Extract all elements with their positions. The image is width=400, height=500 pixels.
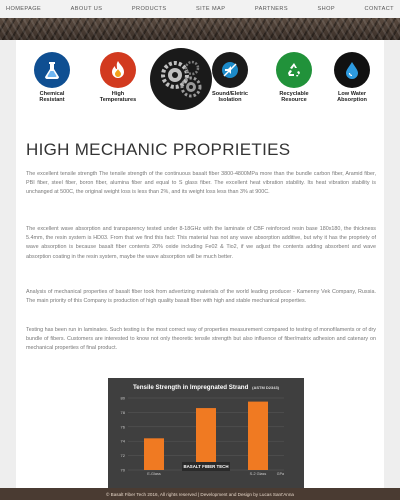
feature-chemical-resistant [24,52,80,104]
sound-eletric-isolation-icon [212,52,248,88]
site-footer [0,488,400,500]
nav-partners[interactable]: PARTNERS [254,6,289,12]
chart-y-tick-label: 78 [120,409,125,415]
nav-products[interactable]: PRODUCTS [131,6,167,12]
chemical-resistant-icon [34,52,70,88]
chart-bar [144,438,164,470]
feature-icons [24,52,376,152]
chart-y-tick-label: 80 [120,395,125,401]
chart-y-tick-label: 70 [120,467,125,473]
chart-x-tick-label: E-Glass [147,472,161,476]
feature-label: Sound/Eletric Isolation [211,91,249,104]
paragraph-testing: Testing has been run in laminates. Such testing is the most correct way of properties measurement compared to testing of monofilaments or of dry bundle of fibers. Customers are interested to know not only theoretic tensile strength but also influence of fiber/matrix adhesion and catenary on mechanical properties of final product. [26,327,376,352]
recyclable-resource-icon [276,52,312,88]
feature-recyclable-resource [266,52,322,104]
nav-contact[interactable]: CONTACT [364,6,394,12]
low-water-absorption-icon [334,52,370,88]
footer-text: © Basalt Fiber Tech 2016, All rights reserved | Development and Design by Lucas Sant'Anna [106,491,294,497]
page-side-left [0,40,16,488]
chart-bar [248,402,268,470]
paragraph-analysis: Analysis of mechanical properties of basalt fiber took from advertizing materials of the world leading producer - Kamenny Vek Company, Russia. The main priority of this Company is production of high quality basalt fiber with high and stable mechanical properties. [26,289,376,305]
main-content [16,40,384,488]
chart-x-tick-label: BASALT FIBER TECH [183,464,229,469]
top-navigation [0,0,400,18]
chart-y-tick-label: 76 [120,424,125,430]
feature-high-temperatures [90,52,146,104]
page-title: HIGH MECHANIC PROPRIETIES [26,140,291,159]
nav-homepage[interactable]: HOMEPAGE [6,6,42,12]
chart-title: Tensile Strength in Impregnated Strand (ASTM D2343) [132,384,280,391]
page-side-right [384,40,400,488]
feature-sound-eletric-isolation [202,52,258,104]
feature-label: Recyclable Resource [279,91,309,104]
feature-label: Chemical Resistant [39,91,65,104]
nav-site-map[interactable]: SITE MAP [196,6,226,12]
fiber-texture-banner [0,18,400,40]
feature-label: Low Water Absorption [337,91,367,104]
chart-y-tick-label: 72 [120,453,125,459]
chart-unit-label: GPa [276,472,284,476]
feature-low-water-absorption [324,52,380,104]
nav-shop[interactable]: SHOP [317,6,335,12]
chart-bar [196,408,216,470]
paragraph-tensile-strength: The excellent tensile strength The tensile strength of the continuous basalt fiber 3800-4800MPa more than the bundle carbon fiber, Aramid fiber, PBI fiber, steel fiber, boron fiber, alumina fiber and equal to S glass fiber. The excellent heat vibration stability. Its heat vibration stability is unchanged at 500C, the original weight loss is less than 2%, and its weight loss less than 3% at 900C. [26,171,376,196]
chart-svg [108,378,304,488]
tensile-strength-chart [108,378,304,488]
chart-y-tick-label: 74 [120,438,125,444]
feature-label: High Temperatures [99,91,137,104]
nav-about-us[interactable]: ABOUT US [70,6,103,12]
chart-x-tick-label: S-2 Glass [249,472,267,476]
chart-bars [144,402,268,470]
high-temperatures-icon [100,52,136,88]
paragraph-wave-absorption: The excellent wave absorption and transparency tested under 8-18GHz with the laminate of CBF reinforced resin base 180x180, the thickness 5.4mm, the resin system is HD03. From that we find this fact: This material has not any wave absorption additive, but why it has the propriety of wave absorption is because basalt fiber contents 20% oxide including Fe02 & Tio2, if we adjust the contents adding absorbent and wave absorption coating in the resin system, maybe the wave absorption will be much better. [26,226,376,260]
